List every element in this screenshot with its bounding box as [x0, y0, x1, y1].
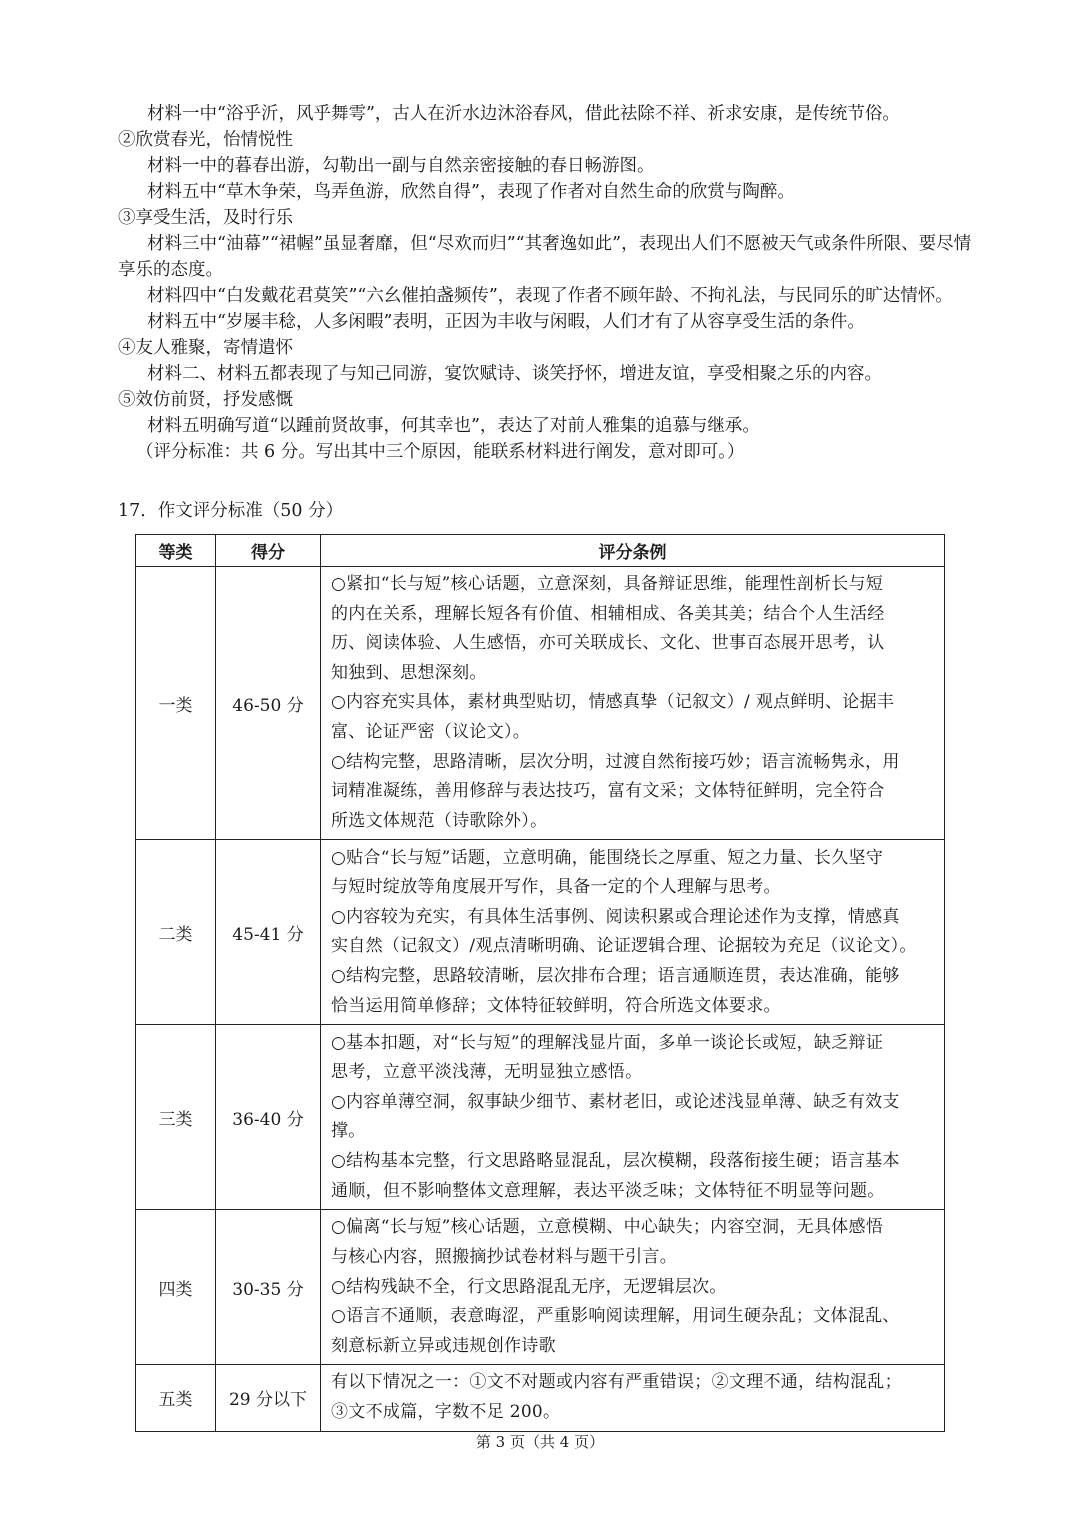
criteria-cell — [321, 567, 945, 840]
score-cell: 29 分以下 — [216, 1365, 321, 1431]
rubric-table — [135, 534, 945, 1432]
score-cell: 30-35 分 — [216, 1210, 321, 1365]
point-heading: ⑤效仿前贤，抒发感慨 — [118, 390, 293, 410]
paragraph: 材料五中“岁屡丰稔，人多闲暇”表明，正因为丰收与闲暇，人们才有了从容享受生活的条件。 — [147, 312, 865, 332]
page-footer: 第 3 页（共 4 页） — [475, 1433, 605, 1451]
grade-cell: 二类 — [136, 840, 216, 1025]
criteria-line: ○贴合“长与短”话题，立意明确，能围绕长之厚重、短之力量、长久坚守 — [331, 847, 884, 868]
criteria-line: ○内容充实具体，素材典型贴切，情感真挚（记叙文）/ 观点鲜明、论据丰 — [331, 692, 895, 713]
grade-cell: 四类 — [136, 1210, 216, 1365]
grade-cell: 三类 — [136, 1025, 216, 1210]
criteria-line: ○结构基本完整，行文思路略显混乱，层次模糊，段落衔接生硬；语言基本 — [331, 1150, 900, 1171]
criteria-line: 恰当运用简单修辞；文体特征较鲜明，符合所选文体要求。 — [331, 995, 781, 1016]
rubric-row — [136, 1210, 945, 1365]
header-criteria: 评分条例 — [321, 535, 945, 567]
criteria-line: ○紧扣“长与短”核心话题，立意深刻，具备辩证思维，能理性剖析长与短 — [331, 574, 884, 594]
point-heading: ④友人雅聚，寄情遣怀 — [118, 338, 293, 358]
score-cell: 45-41 分 — [216, 840, 321, 1025]
rubric-row — [136, 567, 945, 840]
scoring-note: （评分标准：共 6 分。写出其中三个原因，能联系材料进行阐发，意对即可。） — [136, 442, 745, 462]
criteria-line: 刻意标新立异或违规创作诗歌 — [331, 1335, 556, 1356]
criteria-line: ○内容较为充实，有具体生活事例、阅读积累或合理论述作为支撑，情感真 — [331, 906, 900, 927]
criteria-line: ○内容单薄空洞，叙事缺少细节、素材老旧，或论述浅显单薄、缺乏有效支 — [331, 1091, 900, 1112]
point-heading: ③享受生活，及时行乐 — [118, 208, 293, 228]
paragraph: 材料五中“草木争荣，鸟弄鱼游，欣然自得”，表现了作者对自然生命的欣赏与陶醉。 — [147, 182, 795, 202]
criteria-line: ○基本扣题，对“长与短”的理解浅显片面，多单一谈论长或短，缺乏辩证 — [331, 1032, 884, 1053]
point-heading: ②欣赏春光，怡情悦性 — [118, 130, 293, 150]
criteria-line: 思考，立意平淡浅薄，无明显独立感悟。 — [331, 1062, 643, 1083]
rubric-header-row — [136, 535, 945, 567]
criteria-line: 的内在关系，理解长短各有价值、相辅相成、各美其美；结合个人生活经 — [331, 603, 885, 624]
paragraph: 材料一中“浴乎沂，风乎舞雩”，古人在沂水边沐浴春风，借此祛除不祥、祈求安康，是传统节俗。 — [147, 104, 900, 124]
criteria-cell — [321, 1365, 945, 1431]
criteria-line: ○偏离“长与短”核心话题，立意模糊、中心缺失；内容空洞，无具体感悟 — [331, 1217, 884, 1238]
paragraph: 材料一中的暮春出游，勾勒出一副与自然亲密接触的春日畅游图。 — [147, 156, 655, 176]
criteria-line: ○结构完整，思路清晰，层次分明，过渡自然衔接巧妙；语言流畅隽永，用 — [331, 751, 900, 772]
score-cell: 46-50 分 — [216, 567, 321, 840]
criteria-line: ③文不成篇，字数不足 200。 — [331, 1401, 561, 1422]
criteria-line: 实自然（记叙文）/观点清晰明确、论证逻辑合理、论据较为充足（议论文）。 — [331, 936, 917, 957]
rubric-row — [136, 1025, 945, 1210]
criteria-line: 与短时绽放等角度展开写作，具备一定的个人理解与思考。 — [331, 877, 781, 898]
paragraph: 材料五明确写道“以踵前贤故事，何其幸也”，表达了对前人雅集的追慕与继承。 — [147, 416, 760, 436]
grade-cell: 一类 — [136, 567, 216, 840]
rubric-row — [136, 840, 945, 1025]
criteria-line: ○结构完整，思路较清晰，层次排布合理；语言通顺连贯，表达准确，能够 — [331, 965, 900, 986]
grade-cell: 五类 — [136, 1365, 216, 1431]
criteria-line: 撑。 — [331, 1121, 366, 1142]
rubric-row — [136, 1365, 945, 1431]
criteria-line: 所选文体规范（诗歌除外）。 — [331, 810, 548, 831]
criteria-line: ○语言不通顺，表意晦涩，严重影响阅读理解，用词生硬杂乱；文体混乱、 — [331, 1306, 900, 1327]
header-score: 得分 — [216, 535, 321, 567]
criteria-line: 词精准凝练，善用修辞与表达技巧，富有文采；文体特征鲜明，完全符合 — [331, 781, 885, 802]
score-cell: 36-40 分 — [216, 1025, 321, 1210]
criteria-cell — [321, 1210, 945, 1365]
criteria-line: 通顺，但不影响整体文意理解，表达平淡乏味；文体特征不明显等问题。 — [331, 1180, 885, 1201]
criteria-line: 知独到、思想深刻。 — [331, 662, 487, 683]
header-grade: 等类 — [136, 535, 216, 567]
criteria-cell — [321, 840, 945, 1025]
criteria-line: 历、阅读体验、人生感悟，亦可关联成长、文化、世事百态展开思考，认 — [331, 633, 885, 654]
paragraph: 材料三中“油幕”“裙幄”虽显奢靡，但“尽欢而归”“其奢逸如此”，表现出人们不愿被天气或条件所限、要尽情享乐的态度。 — [118, 234, 972, 280]
answer-text-block — [118, 101, 980, 465]
criteria-cell — [321, 1025, 945, 1210]
paragraph: 材料二、材料五都表现了与知己同游，宴饮赋诗、谈笑抒怀，增进友谊，享受相聚之乐的内容。 — [147, 364, 882, 384]
criteria-line: 富、论证严密（议论文）。 — [331, 721, 531, 742]
criteria-line: ○结构残缺不全，行文思路混乱无序，无逻辑层次。 — [331, 1276, 727, 1297]
section-title: 17．作文评分标准（50 分） — [118, 501, 344, 521]
criteria-line: 与核心内容，照搬摘抄试卷材料与题干引言。 — [331, 1246, 677, 1267]
paragraph: 材料四中“白发戴花君莫笑”“六幺催拍盏频传”，表现了作者不顾年龄、不拘礼法，与民同乐的旷达情怀。 — [147, 286, 953, 306]
criteria-line: 有以下情况之一：①文不对题或内容有严重错误；②文理不通，结构混乱； — [331, 1372, 902, 1393]
